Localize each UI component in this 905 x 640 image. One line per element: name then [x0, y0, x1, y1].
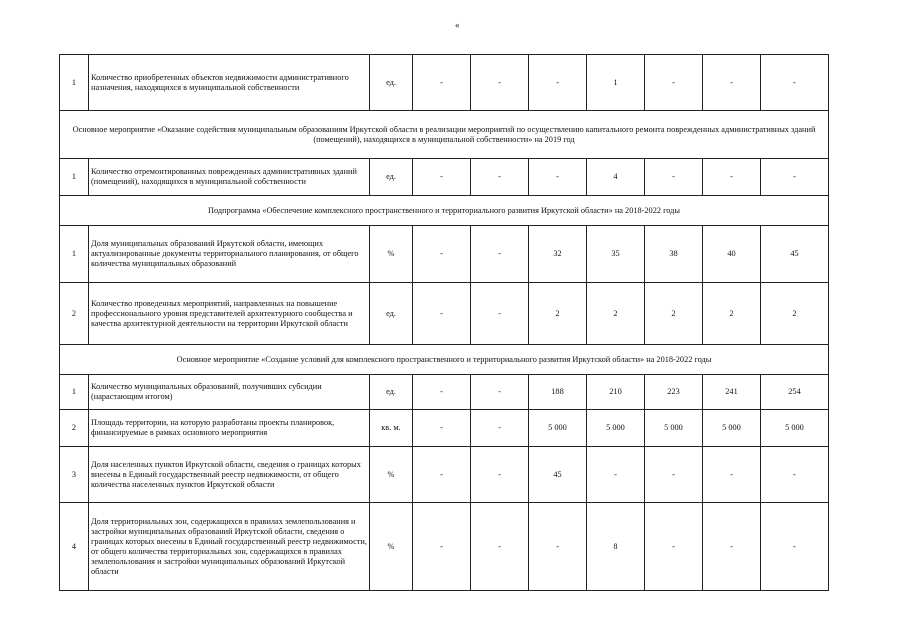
unit-cell: % — [370, 226, 413, 283]
unit-cell: ед. — [370, 55, 413, 111]
value-cell: 241 — [703, 375, 761, 410]
unit-cell: % — [370, 503, 413, 591]
value-cell: - — [413, 226, 471, 283]
row-number: 4 — [60, 503, 89, 591]
table-row — [60, 375, 829, 410]
section-header-row — [60, 345, 829, 375]
value-cell: 1 — [587, 55, 645, 111]
value-cell: - — [529, 503, 587, 591]
value-cell: 2 — [645, 283, 703, 345]
unit-cell: % — [370, 447, 413, 503]
value-cell: - — [471, 55, 529, 111]
value-cell: - — [645, 447, 703, 503]
value-cell: 35 — [587, 226, 645, 283]
table-row — [60, 410, 829, 447]
section-header-row — [60, 196, 829, 226]
indicator-name: Площадь территории, на которую разработаны проекты планировок, финансируемые в рамках основного мероприятия — [89, 410, 370, 447]
row-number: 1 — [60, 226, 89, 283]
value-cell: 5 000 — [529, 410, 587, 447]
value-cell: - — [413, 55, 471, 111]
value-cell: - — [703, 503, 761, 591]
row-number: 3 — [60, 447, 89, 503]
value-cell: - — [529, 55, 587, 111]
value-cell: - — [645, 55, 703, 111]
value-cell: 223 — [645, 375, 703, 410]
value-cell: - — [703, 55, 761, 111]
value-cell: 5 000 — [761, 410, 829, 447]
value-cell: 210 — [587, 375, 645, 410]
value-cell: - — [645, 159, 703, 196]
value-cell: - — [703, 447, 761, 503]
value-cell: 8 — [587, 503, 645, 591]
value-cell: - — [471, 447, 529, 503]
indicator-name: Количество отремонтированных поврежденных административных зданий (помещений), находящихся в муниципальной собственности — [89, 159, 370, 196]
unit-cell: ед. — [370, 283, 413, 345]
unit-cell: ед. — [370, 159, 413, 196]
table-row — [60, 226, 829, 283]
unit-cell: ед. — [370, 375, 413, 410]
value-cell: 40 — [703, 226, 761, 283]
value-cell: - — [471, 375, 529, 410]
value-cell: 2 — [703, 283, 761, 345]
indicator-name: Количество муниципальных образований, получивших субсидии (нарастающим итогом) — [89, 375, 370, 410]
value-cell: - — [413, 283, 471, 345]
value-cell: 188 — [529, 375, 587, 410]
indicator-name: Количество приобретенных объектов недвижимости административного назначения, находящихся в муниципальной собственности — [89, 55, 370, 111]
value-cell: 45 — [529, 447, 587, 503]
value-cell: - — [529, 159, 587, 196]
indicator-name: Доля территориальных зон, содержащихся в правилах землепользования и застройки муниципальных образований Иркутской области, сведения о границах которых внесены в Единый государственный реестр недвижимости, от общего количества территориальных зон, содержащихся в правилах землепользования и застройки муниципальных образований Иркутской области — [89, 503, 370, 591]
value-cell: - — [761, 503, 829, 591]
value-cell: 5 000 — [703, 410, 761, 447]
value-cell: - — [471, 410, 529, 447]
value-cell: - — [703, 159, 761, 196]
value-cell: - — [761, 159, 829, 196]
indicator-name: Количество проведенных мероприятий, направленных на повышение профессионального уровня представителей архитектурного сообщества и качества архитектурной деятельности на территории Иркутской области — [89, 283, 370, 345]
row-number: 2 — [60, 283, 89, 345]
value-cell: 38 — [645, 226, 703, 283]
value-cell: 5 000 — [587, 410, 645, 447]
indicator-name: Доля муниципальных образований Иркутской области, имеющих актуализированные документы территориального планирования, от общего количества муниципальных образований — [89, 226, 370, 283]
value-cell: - — [413, 410, 471, 447]
table-row — [60, 283, 829, 345]
row-number: 1 — [60, 375, 89, 410]
section-title: Подпрограмма «Обеспечение комплексного пространственного и территориального развития Иркутской области» на 2018-2022 годы — [60, 196, 829, 226]
section-header-row — [60, 111, 829, 159]
table-row — [60, 503, 829, 591]
value-cell: - — [471, 283, 529, 345]
row-number: 1 — [60, 159, 89, 196]
value-cell: - — [471, 226, 529, 283]
value-cell: - — [587, 447, 645, 503]
value-cell: 2 — [529, 283, 587, 345]
value-cell: 2 — [761, 283, 829, 345]
value-cell: - — [413, 159, 471, 196]
value-cell: - — [413, 375, 471, 410]
value-cell: 4 — [587, 159, 645, 196]
table-row — [60, 55, 829, 111]
section-title: Основное мероприятие «Оказание содействия муниципальным образованиям Иркутской области в реализации мероприятий по осуществлению капитального ремонта поврежденных административных зданий (помещений), находящихся в муниципальной собственности» на 2019 год — [60, 111, 829, 159]
section-title: Основное мероприятие «Создание условий для комплексного пространственного и территориального развития Иркутской области» на 2018-2022 годы — [60, 345, 829, 375]
value-cell: - — [761, 447, 829, 503]
table-row — [60, 447, 829, 503]
indicators-table — [59, 54, 829, 591]
page-mark: « — [455, 20, 460, 30]
value-cell: - — [471, 159, 529, 196]
value-cell: - — [413, 447, 471, 503]
value-cell: - — [761, 55, 829, 111]
row-number: 2 — [60, 410, 89, 447]
value-cell: - — [471, 503, 529, 591]
value-cell: - — [645, 503, 703, 591]
value-cell: 254 — [761, 375, 829, 410]
value-cell: - — [413, 503, 471, 591]
value-cell: 45 — [761, 226, 829, 283]
row-number: 1 — [60, 55, 89, 111]
indicator-name: Доля населенных пунктов Иркутской области, сведения о границах которых внесены в Единый государственный реестр недвижимости, от общего количества населенных пунктов Иркутской области — [89, 447, 370, 503]
value-cell: 32 — [529, 226, 587, 283]
unit-cell: кв. м. — [370, 410, 413, 447]
value-cell: 5 000 — [645, 410, 703, 447]
value-cell: 2 — [587, 283, 645, 345]
table-row — [60, 159, 829, 196]
